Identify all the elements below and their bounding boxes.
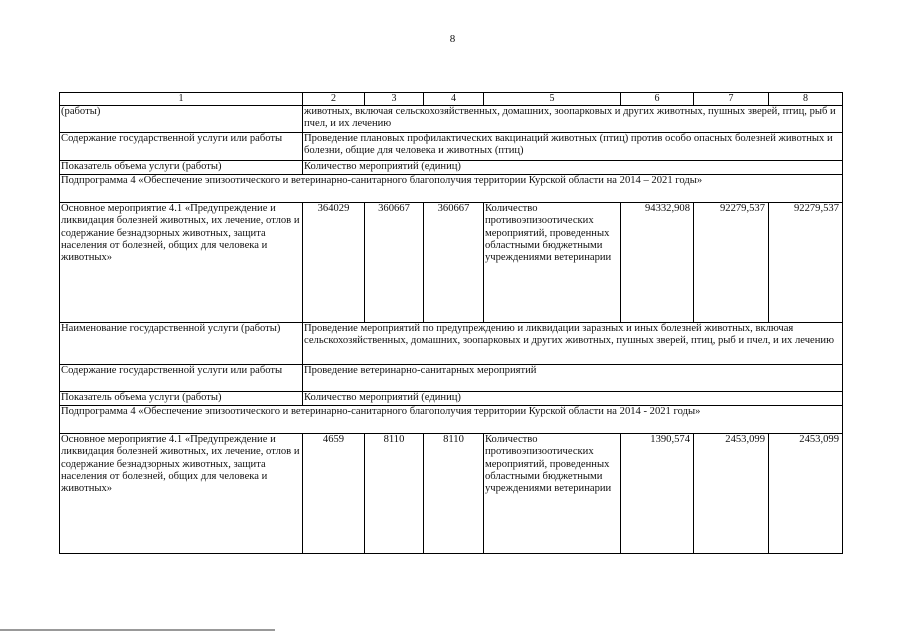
measure-label: Основное мероприятие 4.1 «Предупреждение и ликвидация болезней животных, их лечение, отлов и содержание безнадзорных животных, защита населения от болезней, общих для человека и животных» [60,434,303,554]
header-cell: 1 [60,93,303,106]
value-col8: 92279,537 [769,203,843,323]
indicator-text: Количество противоэпизоотических мероприятий, проведенных областными бюджетными учреждениями ветеринарии [484,203,621,323]
row-text: Количество мероприятий (единиц) [303,392,843,406]
subprogram-row [60,406,843,434]
value-col7: 92279,537 [694,203,769,323]
row-text: Проведение мероприятий по предупреждению и ликвидации заразных и иных болезней животных, включая сельскохозяйственных, домашних, зоопарковых и других животных, пушных зверей, птиц, рыб и пчел, и их лечению [303,323,843,365]
value-col8: 2453,099 [769,434,843,554]
row-label: Показатель объема услуги (работы) [60,161,303,175]
subprogram-title: Подпрограмма 4 «Обеспечение эпизоотического и ветеринарно-санитарного благополучия территории Курской области на 2014 – 2021 годы» [60,175,843,203]
value-col6: 1390,574 [621,434,694,554]
value-col3: 8110 [365,434,424,554]
header-cell: 7 [694,93,769,106]
table-row [60,161,843,175]
row-text: животных, включая сельскохозяйственных, домашних, зоопарковых и других животных, пушных зверей, птиц, рыб и пчел, и их лечению [303,106,843,133]
table-row [60,106,843,133]
value-col6: 94332,908 [621,203,694,323]
value-col7: 2453,099 [694,434,769,554]
header-cell: 3 [365,93,424,106]
row-label: Показатель объема услуги (работы) [60,392,303,406]
value-col4: 360667 [424,203,484,323]
table-row [60,392,843,406]
row-label: (работы) [60,106,303,133]
table-row [60,365,843,392]
table-row [60,323,843,365]
header-cell: 8 [769,93,843,106]
measure-label: Основное мероприятие 4.1 «Предупреждение и ликвидация болезней животных, их лечение, отлов и содержание безнадзорных животных, защита населения от болезней, общих для человека и животных» [60,203,303,323]
header-cell: 4 [424,93,484,106]
row-text: Количество мероприятий (единиц) [303,161,843,175]
value-col4: 8110 [424,434,484,554]
value-col2: 364029 [303,203,365,323]
row-label: Наименование государственной услуги (работы) [60,323,303,365]
table-row [60,133,843,161]
scan-edge-line [0,629,275,631]
row-text: Проведение ветеринарно-санитарных мероприятий [303,365,843,392]
row-label: Содержание государственной услуги или работы [60,133,303,161]
subprogram-row [60,175,843,203]
value-col3: 360667 [365,203,424,323]
page-number: 8 [449,33,456,45]
value-col2: 4659 [303,434,365,554]
header-cell: 2 [303,93,365,106]
row-text: Проведение плановых профилактических вакцинаций животных (птиц) против особо опасных болезней животных и болезни, общие для человека и животных (птиц) [303,133,843,161]
header-row [60,93,843,106]
measure-row [60,434,843,554]
indicator-text: Количество противоэпизоотических мероприятий, проведенных областными бюджетными учреждениями ветеринарии [484,434,621,554]
subprogram-title: Подпрограмма 4 «Обеспечение эпизоотического и ветеринарно-санитарного благополучия территории Курской области на 2014 - 2021 годы» [60,406,843,434]
measure-row [60,203,843,323]
services-table [59,92,843,554]
header-cell: 6 [621,93,694,106]
row-label: Содержание государственной услуги или работы [60,365,303,392]
header-cell: 5 [484,93,621,106]
